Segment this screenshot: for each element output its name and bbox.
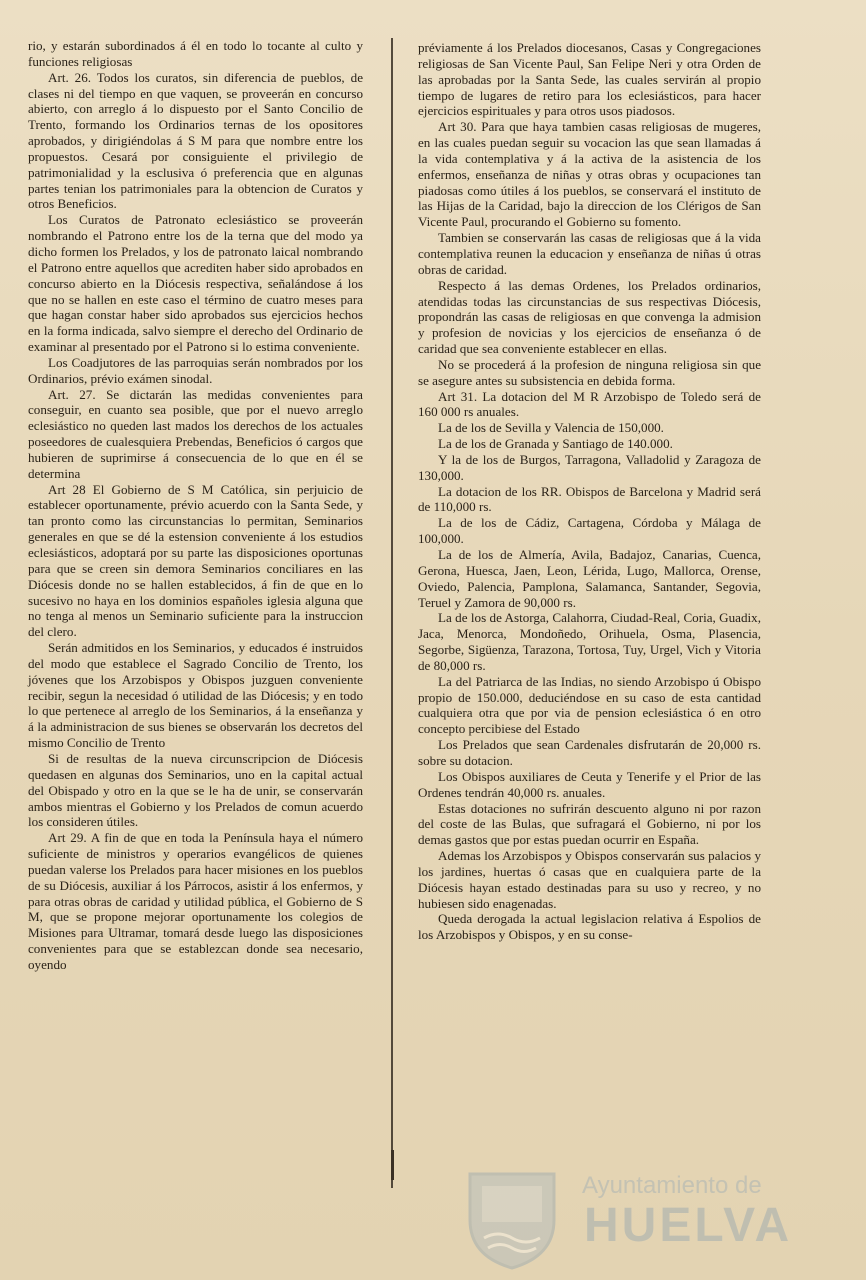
paragraph: Estas dotaciones no sufrirán descuento alguno ni por razon del coste de las Bulas, que sufragará el Gobierno, ni por los demas gastos que por estas puedan ocurrir en España. [418, 800, 761, 848]
column-divider [391, 38, 393, 1188]
paragraph: Ademas los Arzobispos y Obispos conservarán sus palacios y los jardines, huertas ó casas que en cualquiera parte de la Diócesis hayan estado destinadas para su uso y recreo, y no hubiesen sido enagenadas. [418, 848, 761, 911]
paragraph: Tambien se conservarán las casas de religiosas que á la vida contemplativa reunen la educacion y enseñanza de niñas ú otras obras de caridad. [418, 230, 761, 277]
paragraph: La del Patriarca de las Indias, no siendo Arzobispo ú Obispo propio de 150.000, deduciéndose en su caso de esta cantidad cualquiera otra que por via de pension eclesiástica ó en otro concepto percibiese del Estado [418, 673, 761, 737]
paragraph: Y la de los de Burgos, Tarragona, Valladolid y Zaragoza de 130,000. [418, 451, 761, 483]
paragraph: Los Coadjutores de las parroquias serán nombrados por los Ordinarios, prévio exámen sinodal. [28, 354, 363, 386]
watermark-city: HUELVA [584, 1199, 793, 1252]
paragraph-art-30: Art 30. Para que haya tambien casas religiosas de mugeres, en las cuales puedan seguir su vocacion las que sean llamadas á la vida contemplativa y á la activa de la asistencia de los enfermos, enseñanza de niñas y otras obras y ocupaciones tan piadosas como útiles á los pueblos, se conservará el instituto de las Hijas de la Caridad, bajo la direccion de los Clérigos de San Vicente Paul, procurando el Gobierno su fomento. [418, 119, 761, 230]
archive-watermark [462, 1168, 793, 1272]
paragraph: Si de resultas de la nueva circunscripcion de Diócesis quedasen en algunas dos Seminarios, uno en la capital actual del Obispado y otro en la que se le ha de unir, se conservarán ambos mientras el Gobierno y los Prelados de comun acuerdo los consideren útiles. [28, 750, 363, 830]
paragraph: Los Prelados que sean Cardenales disfrutarán de 20,000 rs. sobre su dotacion. [418, 737, 761, 768]
paragraph-art-28: Art 28 El Gobierno de S M Católica, sin perjuicio de establecer oportunamente, prévio acuerdo con la Santa Sede, y tan pronto como las circunstancias lo permitan, Seminarios generales en que se dé la estension conveniente á los estudios eclesiásticos, adoptará por su parte las disposiciones oportunas para que se creen sin demora Seminarios conciliares en las Diócesis donde no se hallen establecidos, á fin de que en lo sucesivo no haya en los dominios españoles iglesia alguna que no tenga al menos un Seminario suficiente para la instruccion del clero. [28, 481, 363, 640]
paragraph: No se procederá á la profesion de ninguna religiosa sin que se asegure antes su subsistencia en debida forma. [418, 356, 761, 388]
paragraph: La de los de Almería, Avila, Badajoz, Canarias, Cuenca, Gerona, Huesca, Jaen, Leon, Lérida, Lugo, Mallorca, Orense, Oviedo, Palencia, Pamplona, Salamanca, Santander, Segovia, Teruel y Zamora de 90,000 rs. [418, 547, 761, 610]
paragraph: Respecto á las demas Ordenes, los Prelados ordinarios, atendidas todas las circunstancias de sus respectivas Diócesis, propondrán las casas de religiosas en que convenga la admision y profesion de novicias y los ejercicios de enseñanza ó de caridad que sea conveniente establecer en ellas. [418, 277, 761, 357]
right-column [418, 40, 761, 943]
paragraph: La dotacion de los RR. Obispos de Barcelona y Madrid será de 110,000 rs. [418, 483, 761, 515]
paragraph: La de los de Granada y Santiago de 140.000. [438, 436, 673, 452]
paragraph: rio, y estarán subordinados á él en todo lo tocante al culto y funciones religiosas [28, 38, 363, 69]
paragraph: préviamente á los Prelados diocesanos, Casas y Congregaciones religiosas de San Vicente Paul, San Felipe Neri y otra Orden de las aprobadas por la Santa Sede, las cuales servirán al propio tiempo de lugares de retiro para los eclesiásticos, para hacer ejercicios espirituales y para otros usos piadosos. [418, 40, 761, 119]
paragraph: Los Curatos de Patronato eclesiástico se proveerán nombrando el Patrono entre los de la terna que del modo ya dicho formen los Prelados, y los de patronato laical nombrando el Patrono entre aquellos que acrediten haber sido aprobados en concurso abierto en la Diócesis respectiva, señalándose á los que no se hallen en este caso el término de cuatro meses para que hagan constar haber sido aprobados sus ejercicios hechos en la forma indicada, salvo siempre el derecho del Ordinario de examinar al presentado por el Patrono si lo estima conveniente. [28, 212, 363, 355]
column-divider-end [391, 1150, 394, 1180]
paragraph: Serán admitidos en los Seminarios, y educados é instruidos del modo que establece el Sagrado Concilio de Trento, los jóvenes que los Arzobispos y Obispos juzguen conveniente recibir, segun la necesidad ó utilidad de las Diócesis; y en todo lo que pertenece al arreglo de los Seminarios, á la enseñanza y á la administracion de sus bienes se observarán los decretos del mismo Concilio de Trento [28, 640, 363, 751]
paragraph-art-27: Art. 27. Se dictarán las medidas convenientes para conseguir, en cuanto sea posible, que por el nuevo arreglo eclesiástico no queden last mados los derechos de los actuales poseedores de cualesquiera Prebendas, Beneficios ó cargos que hubieren de suprimirse á consecuencia de lo que en él se determina [28, 386, 363, 481]
paragraph-art-31: Art 31. La dotacion del M R Arzobispo de Toledo será de 160 000 rs anuales. [418, 388, 761, 420]
paragraph-art-26: Art. 26. Todos los curatos, sin diferencia de pueblos, de clases ni del tiempo en que vaquen, se proveerán en concurso abierto, con arreglo á lo dispuesto por el Santo Concilio de Trento, formando los Ordinarios ternas de los opositores aprobados, y dirigiéndolas á S M para que nombre entre los propuestos. Cesará por consiguiente el privilegio de patrimonialidad y la esclusiva ó preferencia que en algunas partes tenian los patrimoniales para la obtencion de Curatos y otros Beneficios. [28, 69, 363, 212]
paragraph: Los Obispos auxiliares de Ceuta y Tenerife y el Prior de las Ordenes tendrán 40,000 rs. anuales. [418, 768, 761, 800]
paragraph: La de los de Sevilla y Valencia de 150,000. [438, 420, 664, 436]
left-column [28, 38, 363, 973]
paragraph-art-29: Art 29. A fin de que en toda la Península haya el número suficiente de ministros y operarios evangélicos de quienes puedan valerse los Prelados para hacer misiones en los pueblos de su Diócesis, auxiliar á los Párrocos, asistir á los enfermos, y para otras obras de caridad y utilidad pública, el Gobierno de S M, que se propone mejorar oportunamente los colegios de Misiones para Ultramar, tomará desde luego las disposiciones convenientes para que se establezcan donde sea necesario, oyendo [28, 830, 363, 972]
city-shield-icon [462, 1168, 562, 1272]
paragraph: Queda derogada la actual legislacion relativa á Espolios de los Arzobispos y Obispos, y en su conse- [418, 911, 761, 943]
paragraph: La de los de Astorga, Calahorra, Ciudad-Real, Coria, Guadix, Jaca, Menorca, Mondoñedo, Orihuela, Osma, Plasencia, Segorbe, Sigüenza, Tarazona, Tortosa, Tuy, Urgel, Vich y Vitoria de 80,000 rs. [418, 610, 761, 673]
watermark-line1: Ayuntamiento de [582, 1172, 762, 1199]
paragraph: La de los de Cádiz, Cartagena, Córdoba y Málaga de 100,000. [418, 515, 761, 547]
